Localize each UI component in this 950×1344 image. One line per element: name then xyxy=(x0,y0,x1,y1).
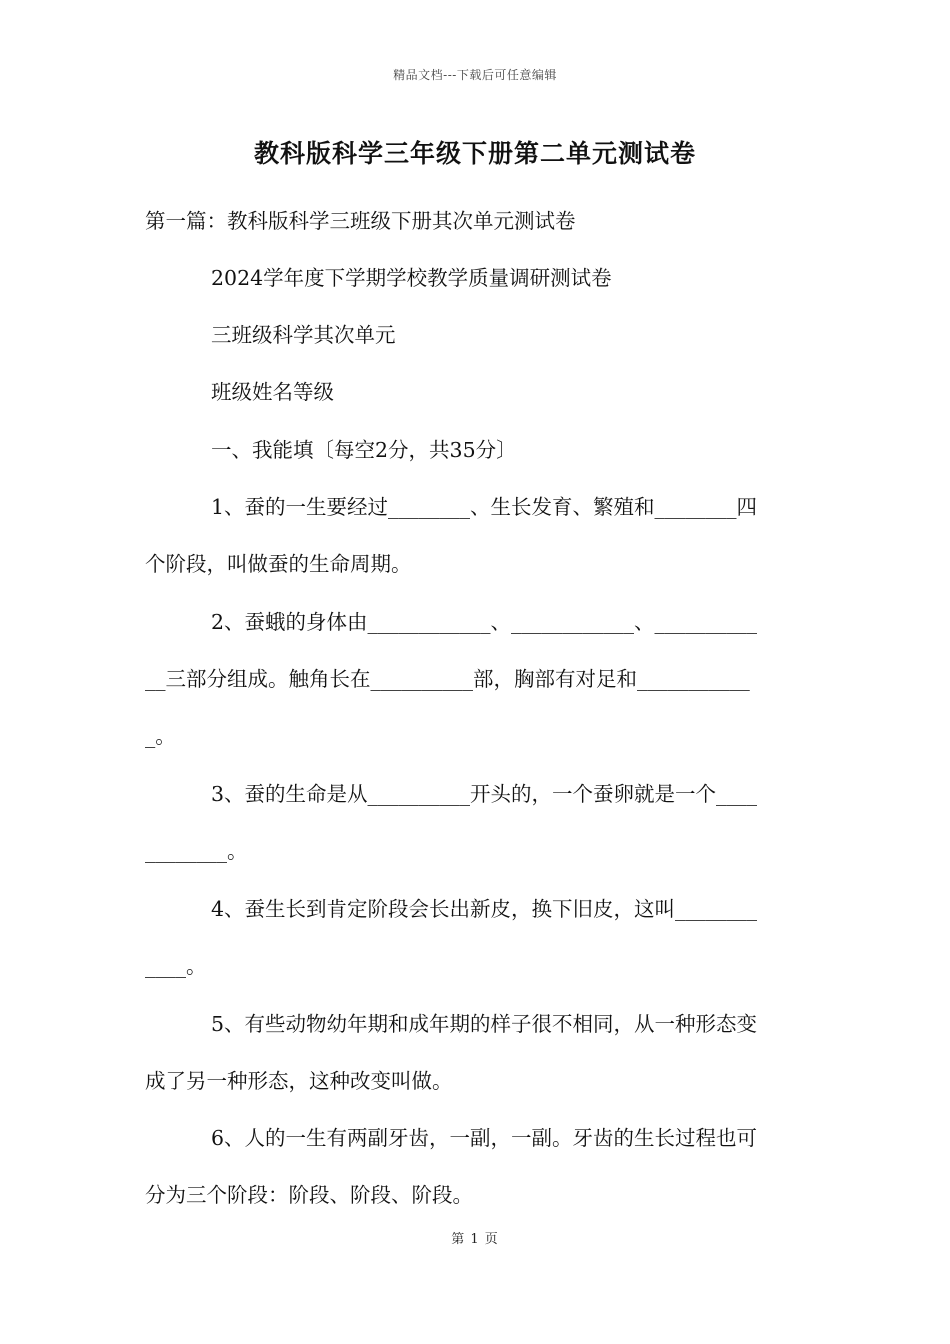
part-one-heading: 一、我能填〔每空2分，共35分〕 xyxy=(211,438,517,462)
question-4-line-1: 4、蚕生长到肯定阶段会长出新皮，换下旧皮，这叫________ xyxy=(211,897,758,921)
page-number: 第 1 页 xyxy=(451,1232,499,1247)
unit-label: 三班级科学其次单元 xyxy=(211,323,396,347)
question-2-line-2: __三部分组成。触角长在__________部，胸部有对足和___________ xyxy=(145,667,750,691)
question-3-line-2: ________。 xyxy=(145,839,248,863)
exam-subtitle: 2024学年度下学期学校教学质量调研测试卷 xyxy=(211,266,612,290)
question-5-line-1: 5、有些动物幼年期和成年期的样子很不相同，从一种形态变 xyxy=(211,1012,758,1036)
question-2-line-3: _。 xyxy=(145,724,176,748)
document-title: 教科版科学三年级下册第二单元测试卷 xyxy=(253,139,696,168)
question-4-line-2: ____。 xyxy=(145,954,207,978)
student-info-line: 班级姓名等级 xyxy=(211,380,334,404)
question-5-line-2: 成了另一种形态，这种改变叫做。 xyxy=(145,1069,453,1093)
question-2-line-1: 2、蚕蛾的身体由____________、____________、__________ xyxy=(211,610,758,634)
question-3-line-1: 3、蚕的生命是从__________开头的，一个蚕卵就是一个____ xyxy=(211,782,758,806)
question-6-line-2: 分为三个阶段：阶段、阶段、阶段。 xyxy=(145,1183,473,1207)
question-1-line-1: 1、蚕的一生要经过________、生长发育、繁殖和________四 xyxy=(211,495,758,519)
question-1-line-2: 个阶段，叫做蚕的生命周期。 xyxy=(145,552,412,576)
section-heading: 第一篇：教科版科学三班级下册其次单元测试卷 xyxy=(145,209,576,233)
question-6-line-1: 6、人的一生有两副牙齿，一副，一副。牙齿的生长过程也可 xyxy=(211,1126,758,1150)
page-header: 精品文档---下载后可任意编辑 xyxy=(393,68,557,82)
